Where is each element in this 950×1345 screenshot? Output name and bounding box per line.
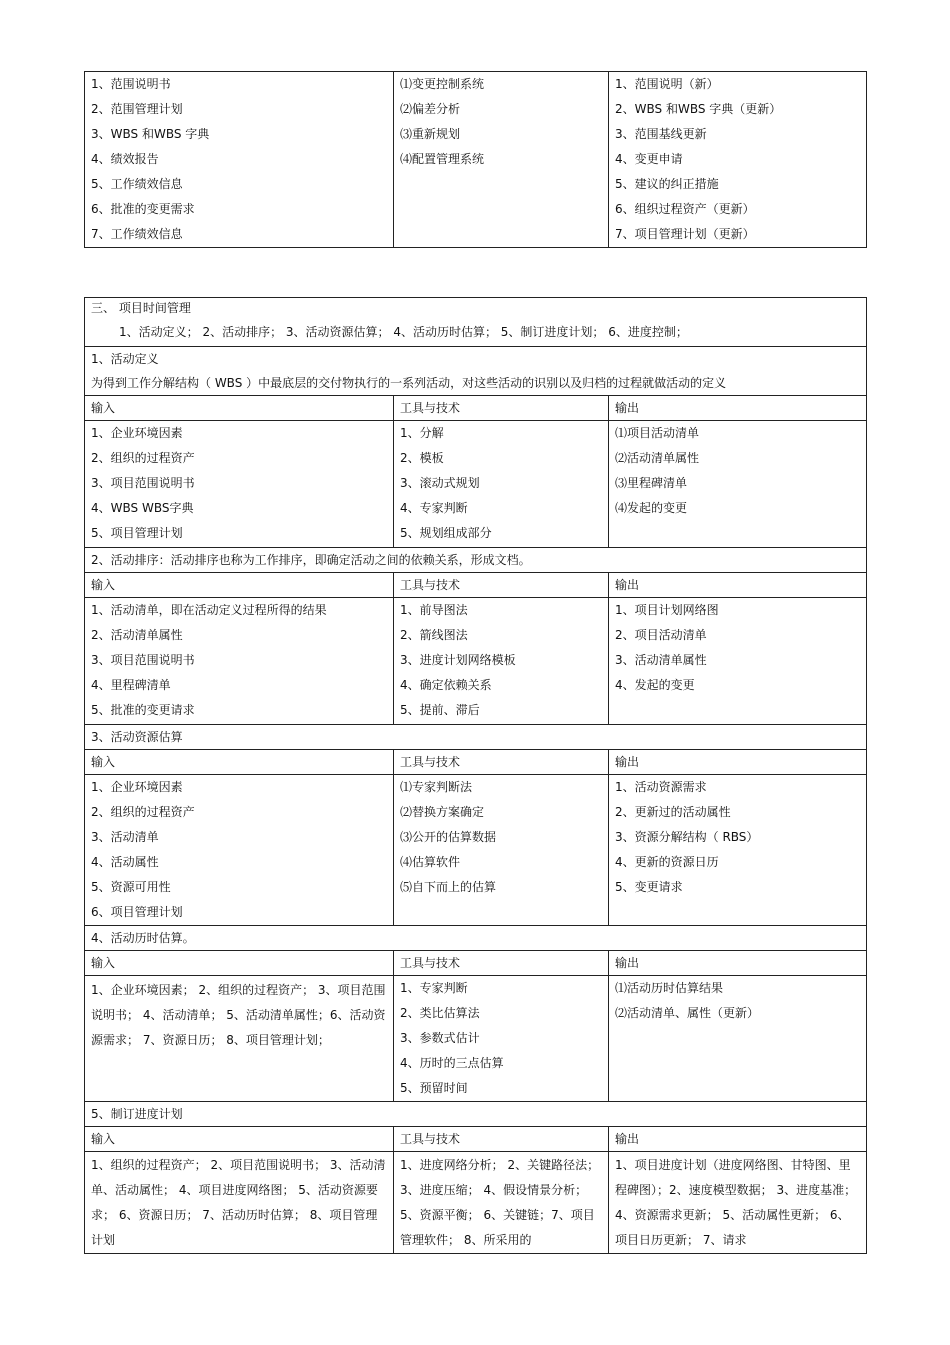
list-item: 1、范围说明（新） (615, 77, 719, 91)
column-header-input: 输入 (85, 396, 394, 421)
column-header-output: 输出 (609, 951, 867, 976)
process-list: 1、活动定义； 2、活动排序； 3、活动资源估算； 4、活动历时估算； 5、制订进度计划； 6、进度控制； (119, 325, 688, 339)
column-header-tools: 工具与技术 (394, 396, 609, 421)
list-item: 5、工作绩效信息 (91, 177, 183, 191)
section-title: 三、 项目时间管理 (91, 301, 191, 315)
column-header-input: 输入 (85, 573, 394, 598)
schedule-development-title: 5、制订进度计划 (85, 1102, 867, 1127)
schedule-development-inputs: 1、组织的过程资产； 2、项目范围说明书； 3、活动清单、活动属性； 4、项目进度网络图； 5、活动资源要求； 6、资源日历； 7、活动历时估算； 8、项目管理计划 (85, 1152, 394, 1254)
column-header-tools: 工具与技术 (394, 951, 609, 976)
resource-estimating-tools: ⑴专家判断法 ⑵替换方案确定 ⑶公开的估算数据 ⑷估算软件 ⑸自下而上的估算 (394, 775, 609, 926)
resource-estimating-title: 3、活动资源估算 (85, 725, 867, 750)
activity-definition-tools: 1、分解 2、模板 3、滚动式规划 4、专家判断 5、规划组成部分 (394, 421, 609, 548)
activity-definition-title: 1、活动定义 为得到工作分解结构（ WBS ）中最底层的交付物执行的一系列活动，对这些活动的识别以及归档的过程就做活动的定义 (85, 347, 867, 396)
activity-sequencing-title: 2、活动排序：活动排序也称为工作排序，即确定活动之间的依赖关系，形成文档。 (85, 548, 867, 573)
resource-estimating-inputs: 1、企业环境因素 2、组织的过程资产 3、活动清单 4、活动属性 5、资源可用性 6、项目管理计划 (85, 775, 394, 926)
scope-control-table (84, 71, 867, 248)
schedule-development-tools: 1、进度网络分析； 2、关键路径法；3、进度压缩； 4、假设情景分析；5、资源平衡； 6、关键链；7、项目管理软件； 8、所采用的 (394, 1152, 609, 1254)
list-item: 6、组织过程资产（更新） (615, 202, 755, 216)
time-management-table (84, 297, 867, 1254)
activity-sequencing-outputs: 1、项目计划网络图 2、项目活动清单 3、活动清单属性 4、发起的变更 (609, 598, 867, 725)
duration-estimating-inputs: 1、企业环境因素； 2、组织的过程资产； 3、项目范围说明书； 4、活动清单； 5、活动清单属性；6、活动资源需求； 7、资源日历； 8、项目管理计划； (85, 976, 394, 1102)
activity-sequencing-inputs: 1、活动清单，即在活动定义过程所得的结果 2、活动清单属性 3、项目范围说明书 4、里程碑清单 5、批准的变更请求 (85, 598, 394, 725)
list-item: ⑶重新规划 (400, 127, 461, 141)
list-item: 5、建议的纠正措施 (615, 177, 719, 191)
column-header-input: 输入 (85, 1127, 394, 1152)
column-header-output: 输出 (609, 1127, 867, 1152)
column-header-output: 输出 (609, 750, 867, 775)
list-item: 4、变更申请 (615, 152, 683, 166)
list-item: ⑴变更控制系统 (400, 77, 485, 91)
list-item: 2、WBS 和WBS 字典（更新） (615, 102, 782, 116)
list-item: 7、项目管理计划（更新） (615, 227, 755, 241)
duration-estimating-tools: 1、专家判断 2、类比估算法 3、参数式估计 4、历时的三点估算 5、预留时间 (394, 976, 609, 1102)
list-item: 3、WBS 和WBS 字典 (91, 127, 210, 141)
list-item: ⑷配置管理系统 (400, 152, 485, 166)
list-item: 3、范围基线更新 (615, 127, 707, 141)
column-header-input: 输入 (85, 750, 394, 775)
activity-definition-inputs: 1、企业环境因素 2、组织的过程资产 3、项目范围说明书 4、WBS WBS字典 5、项目管理计划 (85, 421, 394, 548)
list-item: 4、绩效报告 (91, 152, 159, 166)
list-item: 7、工作绩效信息 (91, 227, 183, 241)
scope-control-inputs (85, 72, 394, 248)
resource-estimating-outputs: 1、活动资源需求 2、更新过的活动属性 3、资源分解结构（ RBS） 4、更新的资源日历 5、变更请求 (609, 775, 867, 926)
activity-sequencing-tools: 1、前导图法 2、箭线图法 3、进度计划网络模板 4、确定依赖关系 5、提前、滞后 (394, 598, 609, 725)
column-header-tools: 工具与技术 (394, 750, 609, 775)
column-header-input: 输入 (85, 951, 394, 976)
list-item: 2、范围管理计划 (91, 102, 183, 116)
column-header-tools: 工具与技术 (394, 573, 609, 598)
section-header (85, 298, 867, 347)
list-item: ⑵偏差分析 (400, 102, 461, 116)
scope-control-outputs (609, 72, 867, 248)
list-item: 1、范围说明书 (91, 77, 171, 91)
column-header-tools: 工具与技术 (394, 1127, 609, 1152)
activity-definition-outputs: ⑴项目活动清单 ⑵活动清单属性 ⑶里程碑清单 ⑷发起的变更 (609, 421, 867, 548)
schedule-development-outputs: 1、项目进度计划（进度网络图、甘特图、里程碑图）；2、速度模型数据； 3、进度基准； 4、资源需求更新； 5、活动属性更新； 6、项目日历更新； 7、请求 (609, 1152, 867, 1254)
duration-estimating-title: 4、活动历时估算。 (85, 926, 867, 951)
column-header-output: 输出 (609, 573, 867, 598)
duration-estimating-outputs: ⑴活动历时估算结果 ⑵活动清单、属性（更新） (609, 976, 867, 1102)
column-header-output: 输出 (609, 396, 867, 421)
list-item: 6、批准的变更需求 (91, 202, 195, 216)
scope-control-tools (394, 72, 609, 248)
